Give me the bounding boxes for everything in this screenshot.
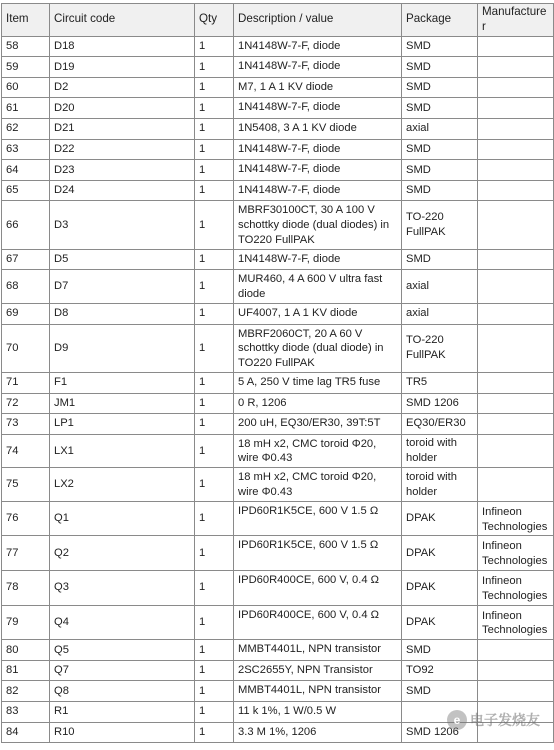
cell-manufacturer: [478, 139, 554, 160]
cell-package: DPAK: [402, 536, 478, 571]
cell-manufacturer: [478, 681, 554, 702]
table-row: [2, 77, 554, 98]
cell-qty: 1: [195, 201, 234, 249]
cell-description: 5 A, 250 V time lag TR5 fuse: [234, 372, 402, 393]
cell-description: IPD60R400CE, 600 V, 0.4 Ω: [234, 605, 402, 640]
table-header: [2, 4, 554, 37]
cell-manufacturer: [478, 270, 554, 304]
cell-description: 1N4148W-7-F, diode: [234, 139, 402, 160]
cell-qty: 1: [195, 414, 234, 435]
cell-description: IPD60R400CE, 600 V, 0.4 Ω: [234, 571, 402, 606]
cell-manufacturer: [478, 722, 554, 743]
elecfans-logo-icon: e: [447, 710, 467, 730]
cell-description: MMBT4401L, NPN transistor: [234, 640, 402, 661]
cell-manufacturer: [478, 393, 554, 414]
header-package: Package: [402, 4, 478, 37]
cell-item: 79: [2, 605, 50, 640]
cell-item: 76: [2, 501, 50, 536]
table-row: [2, 372, 554, 393]
cell-circuit-code: JM1: [50, 393, 195, 414]
cell-item: 70: [2, 324, 50, 372]
cell-description: MMBT4401L, NPN transistor: [234, 681, 402, 702]
cell-manufacturer: [478, 434, 554, 468]
cell-manufacturer: [478, 468, 554, 502]
cell-description: 1N4148W-7-F, diode: [234, 98, 402, 119]
cell-package: SMD: [402, 681, 478, 702]
cell-item: 58: [2, 36, 50, 57]
cell-qty: 1: [195, 249, 234, 270]
cell-description: 1N4148W-7-F, diode: [234, 57, 402, 78]
cell-item: 82: [2, 681, 50, 702]
cell-manufacturer: [478, 249, 554, 270]
cell-qty: 1: [195, 36, 234, 57]
cell-circuit-code: LX1: [50, 434, 195, 468]
cell-description: 18 mH x2, CMC toroid Φ20, wire Φ0.43: [234, 434, 402, 468]
cell-qty: 1: [195, 660, 234, 681]
cell-package: toroid with holder: [402, 434, 478, 468]
cell-manufacturer: [478, 77, 554, 98]
table-row: [2, 160, 554, 181]
header-description: Description / value: [234, 4, 402, 37]
cell-item: 80: [2, 640, 50, 661]
cell-item: 83: [2, 702, 50, 723]
cell-package: SMD: [402, 180, 478, 201]
cell-description: MBRF2060CT, 20 A 60 V schottky diode (dual diode) in TO220 FullPAK: [234, 324, 402, 372]
cell-description: 1N5408, 3 A 1 KV diode: [234, 118, 402, 139]
cell-circuit-code: D20: [50, 98, 195, 119]
cell-description: UF4007, 1 A 1 KV diode: [234, 303, 402, 324]
cell-description: 11 k 1%, 1 W/0.5 W: [234, 702, 402, 723]
cell-circuit-code: D18: [50, 36, 195, 57]
cell-item: 72: [2, 393, 50, 414]
cell-circuit-code: Q2: [50, 536, 195, 571]
cell-circuit-code: LP1: [50, 414, 195, 435]
cell-package: TO-220 FullPAK: [402, 201, 478, 249]
table-row: [2, 640, 554, 661]
cell-manufacturer: Infineon Technologies: [478, 536, 554, 571]
cell-package: SMD 1206: [402, 722, 478, 743]
table-row: [2, 660, 554, 681]
cell-package: SMD: [402, 249, 478, 270]
cell-qty: 1: [195, 393, 234, 414]
table-row: [2, 434, 554, 468]
cell-circuit-code: Q4: [50, 605, 195, 640]
cell-package: SMD: [402, 160, 478, 181]
table-row: [2, 536, 554, 571]
cell-package: SMD: [402, 640, 478, 661]
header-row: [2, 4, 554, 37]
cell-item: 65: [2, 180, 50, 201]
cell-qty: 1: [195, 722, 234, 743]
cell-qty: 1: [195, 468, 234, 502]
table-row: [2, 118, 554, 139]
table-row: [2, 414, 554, 435]
cell-circuit-code: D23: [50, 160, 195, 181]
cell-manufacturer: [478, 57, 554, 78]
cell-circuit-code: Q3: [50, 571, 195, 606]
cell-manufacturer: Infineon Technologies: [478, 605, 554, 640]
cell-item: 84: [2, 722, 50, 743]
cell-item: 60: [2, 77, 50, 98]
cell-description: IPD60R1K5CE, 600 V 1.5 Ω: [234, 536, 402, 571]
cell-circuit-code: D3: [50, 201, 195, 249]
cell-description: M7, 1 A 1 KV diode: [234, 77, 402, 98]
cell-qty: 1: [195, 434, 234, 468]
cell-circuit-code: D22: [50, 139, 195, 160]
cell-package: axial: [402, 303, 478, 324]
cell-qty: 1: [195, 160, 234, 181]
table-row: [2, 36, 554, 57]
cell-package: [402, 702, 478, 723]
cell-manufacturer: Infineon Technologies: [478, 501, 554, 536]
header-circuit-code: Circuit code: [50, 4, 195, 37]
table-row: [2, 468, 554, 502]
cell-item: 67: [2, 249, 50, 270]
table-row: [2, 702, 554, 723]
cell-manufacturer: Infineon Technologies: [478, 571, 554, 606]
cell-qty: 1: [195, 640, 234, 661]
table-row: [2, 605, 554, 640]
cell-description: 2SC2655Y, NPN Transistor: [234, 660, 402, 681]
header-qty: Qty: [195, 4, 234, 37]
cell-item: 61: [2, 98, 50, 119]
cell-manufacturer: [478, 372, 554, 393]
cell-package: TR5: [402, 372, 478, 393]
cell-qty: 1: [195, 702, 234, 723]
cell-item: 74: [2, 434, 50, 468]
table-row: [2, 249, 554, 270]
cell-description: MUR460, 4 A 600 V ultra fast diode: [234, 270, 402, 304]
cell-qty: 1: [195, 57, 234, 78]
table-row: [2, 681, 554, 702]
cell-package: DPAK: [402, 571, 478, 606]
cell-circuit-code: Q5: [50, 640, 195, 661]
cell-item: 81: [2, 660, 50, 681]
table-row: [2, 324, 554, 372]
cell-package: SMD: [402, 139, 478, 160]
cell-description: MBRF30100CT, 30 A 100 V schottky diode (dual diodes) in TO220 FullPAK: [234, 201, 402, 249]
cell-description: IPD60R1K5CE, 600 V 1.5 Ω: [234, 501, 402, 536]
cell-description: 200 uH, EQ30/ER30, 39T:5T: [234, 414, 402, 435]
cell-package: TO92: [402, 660, 478, 681]
cell-package: SMD: [402, 77, 478, 98]
cell-description: 1N4148W-7-F, diode: [234, 180, 402, 201]
table-row: [2, 180, 554, 201]
cell-package: SMD: [402, 57, 478, 78]
cell-circuit-code: LX2: [50, 468, 195, 502]
cell-qty: 1: [195, 324, 234, 372]
table-body: [2, 36, 554, 743]
cell-description: 0 R, 1206: [234, 393, 402, 414]
table-row: [2, 201, 554, 249]
cell-package: EQ30/ER30: [402, 414, 478, 435]
cell-item: 66: [2, 201, 50, 249]
cell-manufacturer: [478, 180, 554, 201]
cell-qty: 1: [195, 681, 234, 702]
cell-package: TO-220 FullPAK: [402, 324, 478, 372]
cell-qty: 1: [195, 77, 234, 98]
cell-item: 69: [2, 303, 50, 324]
table-row: [2, 139, 554, 160]
cell-manufacturer: [478, 324, 554, 372]
cell-circuit-code: D8: [50, 303, 195, 324]
cell-package: axial: [402, 118, 478, 139]
cell-qty: 1: [195, 536, 234, 571]
cell-qty: 1: [195, 571, 234, 606]
cell-item: 63: [2, 139, 50, 160]
cell-manufacturer: [478, 160, 554, 181]
cell-manufacturer: [478, 98, 554, 119]
cell-package: axial: [402, 270, 478, 304]
cell-circuit-code: D21: [50, 118, 195, 139]
cell-circuit-code: D9: [50, 324, 195, 372]
cell-qty: 1: [195, 605, 234, 640]
cell-circuit-code: D24: [50, 180, 195, 201]
bom-table: [1, 3, 554, 743]
header-item: Item: [2, 4, 50, 37]
header-manufacturer: Manufacturer: [478, 4, 554, 37]
table-row: [2, 393, 554, 414]
cell-manufacturer: [478, 36, 554, 57]
cell-qty: 1: [195, 118, 234, 139]
cell-item: 68: [2, 270, 50, 304]
cell-manufacturer: [478, 303, 554, 324]
cell-qty: 1: [195, 303, 234, 324]
cell-qty: 1: [195, 501, 234, 536]
cell-circuit-code: D5: [50, 249, 195, 270]
cell-package: DPAK: [402, 605, 478, 640]
cell-qty: 1: [195, 372, 234, 393]
cell-item: 78: [2, 571, 50, 606]
watermark-text: 电子发烧友: [470, 712, 540, 728]
cell-qty: 1: [195, 139, 234, 160]
cell-manufacturer: [478, 118, 554, 139]
cell-manufacturer: [478, 660, 554, 681]
cell-item: 64: [2, 160, 50, 181]
cell-description: 3.3 M 1%, 1206: [234, 722, 402, 743]
table-row: [2, 270, 554, 304]
cell-item: 62: [2, 118, 50, 139]
cell-description: 1N4148W-7-F, diode: [234, 36, 402, 57]
cell-manufacturer: [478, 201, 554, 249]
cell-description: 1N4148W-7-F, diode: [234, 160, 402, 181]
cell-package: SMD: [402, 36, 478, 57]
cell-description: 1N4148W-7-F, diode: [234, 249, 402, 270]
cell-circuit-code: Q1: [50, 501, 195, 536]
cell-circuit-code: R10: [50, 722, 195, 743]
cell-item: 75: [2, 468, 50, 502]
cell-package: SMD 1206: [402, 393, 478, 414]
table-row: [2, 571, 554, 606]
table-row: [2, 722, 554, 743]
cell-circuit-code: Q7: [50, 660, 195, 681]
cell-item: 71: [2, 372, 50, 393]
cell-circuit-code: F1: [50, 372, 195, 393]
table-row: [2, 303, 554, 324]
table-row: [2, 501, 554, 536]
cell-package: DPAK: [402, 501, 478, 536]
cell-description: 18 mH x2, CMC toroid Φ20, wire Φ0.43: [234, 468, 402, 502]
cell-manufacturer: [478, 414, 554, 435]
cell-manufacturer: [478, 640, 554, 661]
cell-item: 77: [2, 536, 50, 571]
cell-circuit-code: D2: [50, 77, 195, 98]
cell-circuit-code: Q8: [50, 681, 195, 702]
cell-item: 73: [2, 414, 50, 435]
cell-qty: 1: [195, 98, 234, 119]
cell-package: SMD: [402, 98, 478, 119]
cell-manufacturer: [478, 702, 554, 723]
cell-circuit-code: R1: [50, 702, 195, 723]
cell-item: 59: [2, 57, 50, 78]
cell-package: toroid with holder: [402, 468, 478, 502]
table-row: [2, 98, 554, 119]
cell-circuit-code: D7: [50, 270, 195, 304]
table-row: [2, 57, 554, 78]
cell-qty: 1: [195, 180, 234, 201]
cell-qty: 1: [195, 270, 234, 304]
cell-circuit-code: D19: [50, 57, 195, 78]
